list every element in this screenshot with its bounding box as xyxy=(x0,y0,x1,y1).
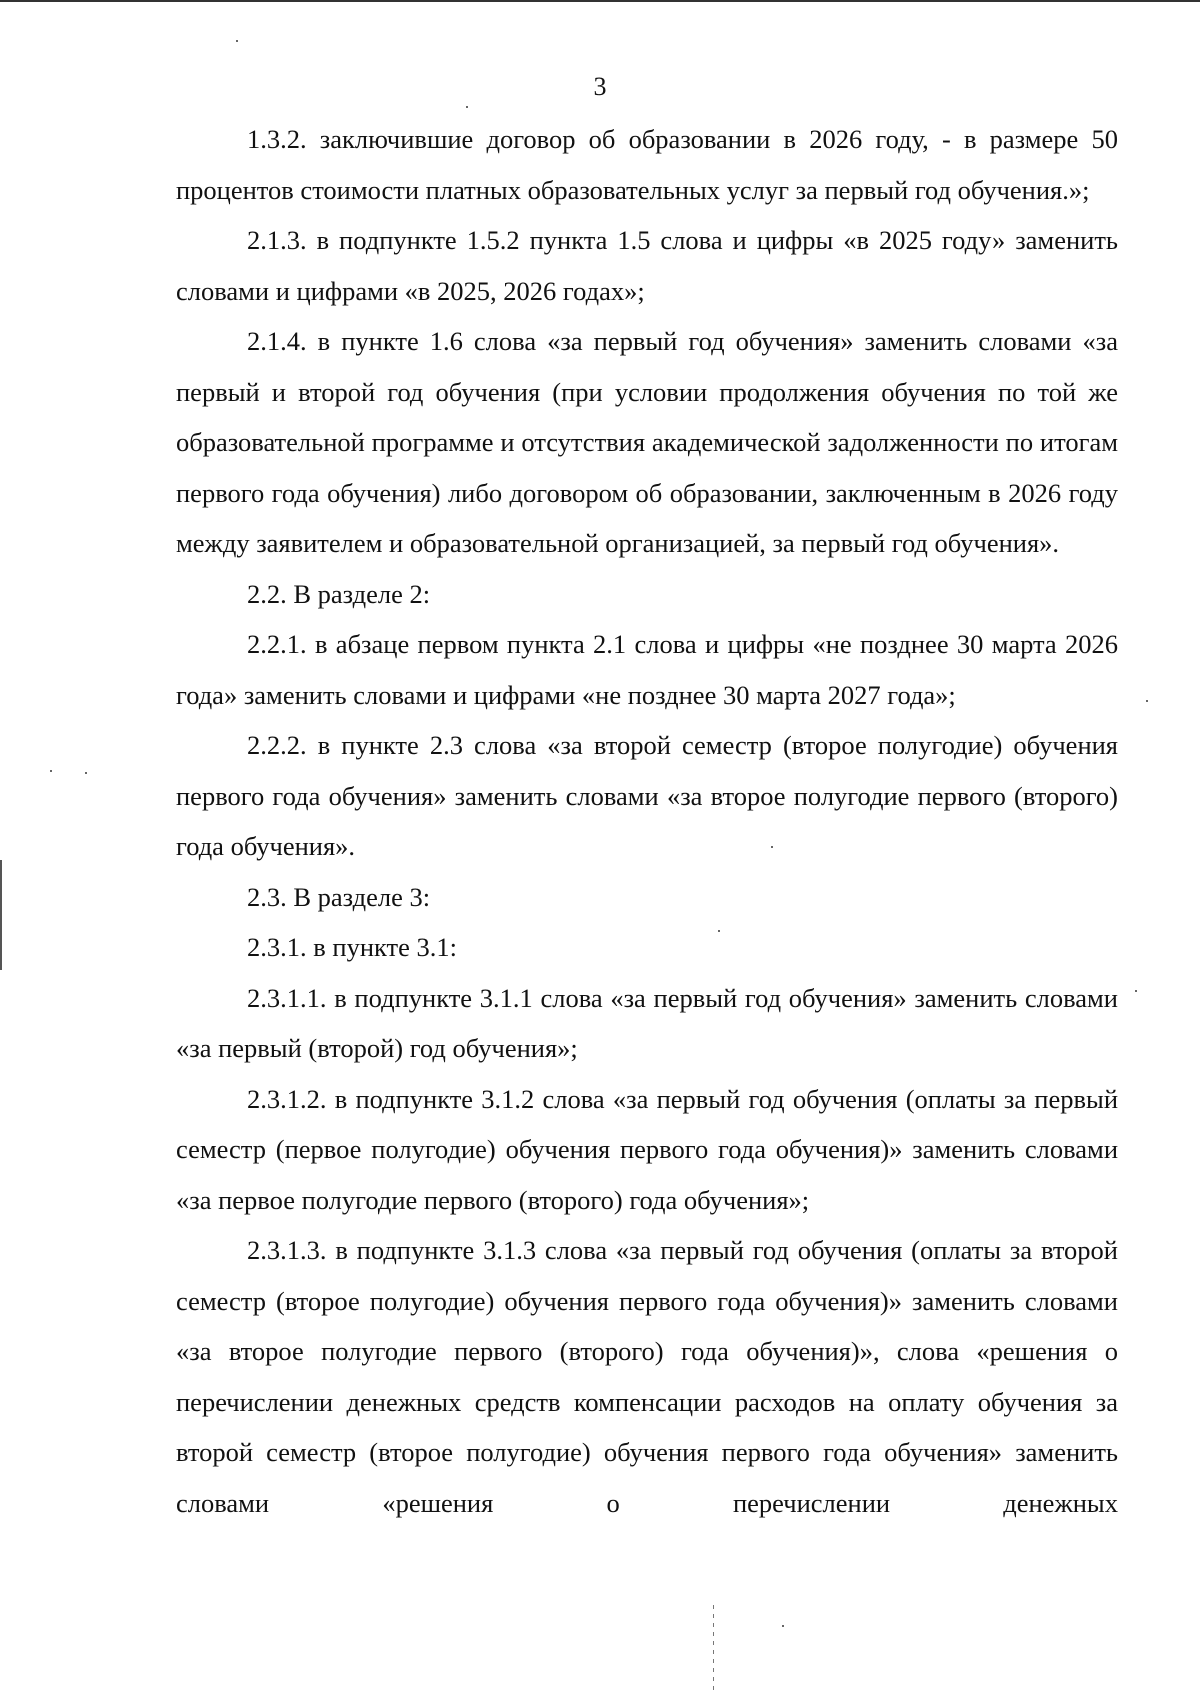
scan-speck xyxy=(1146,700,1148,702)
paragraph-2-1-3: 2.1.3. в подпункте 1.5.2 пункта 1.5 слова и цифры «в 2025 году» заменить словами и цифрами «в 2025, 2026 годах»; xyxy=(176,225,1118,306)
scan-speck xyxy=(85,772,87,774)
paragraph-2-1-4: 2.1.4. в пункте 1.6 слова «за первый год обучения» заменить словами «за первый и второй год обучения (при условии продолжения обучения по той же образовательной программе и отсутствия академической задолженности по итогам первого года обучения) либо договором об образовании, заключенным в 2026 году между заявителем и образовательной организацией, за первый год обучения». xyxy=(176,326,1118,558)
scan-speck xyxy=(718,930,720,932)
paragraph-2-3-1-2: 2.3.1.2. в подпункте 3.1.2 слова «за первый год обучения (оплаты за первый семестр (первое полугодие) обучения первого года обучения)» заменить словами «за первое полугодие первого (второго) года обучения»; xyxy=(176,1083,1118,1215)
scan-speck xyxy=(236,40,238,42)
paragraph-2-3: 2.3. В разделе 3: xyxy=(247,881,431,912)
scan-top-edge xyxy=(0,0,1200,2)
scan-speck xyxy=(1135,990,1137,992)
paragraph-2-2: 2.2. В разделе 2: xyxy=(247,578,431,609)
paragraph-1-3-2: 1.3.2. заключившие договор об образовании в 2026 году, - в размере 50 процентов стоимости платных образовательных услуг за первый год обучения.»; xyxy=(176,124,1118,205)
scan-speck xyxy=(50,770,52,772)
scan-left-edge xyxy=(0,860,2,970)
paragraph-2-2-2: 2.2.2. в пункте 2.3 слова «за второй семестр (второе полугодие) обучения первого года обучения» заменить словами «за второе полугодие первого (второго) года обучения». xyxy=(176,730,1118,861)
paragraph-2-3-1-1: 2.3.1.1. в подпункте 3.1.1 слова «за первый год обучения» заменить словами «за первый (второй) год обучения»; xyxy=(176,982,1118,1063)
scan-speck xyxy=(782,1625,784,1627)
scan-dashed-mark xyxy=(713,1605,714,1695)
paragraph-2-3-1: 2.3.1. в пункте 3.1: xyxy=(247,932,457,962)
document-body xyxy=(176,114,1118,1528)
paragraph-2-3-1-3: 2.3.1.3. в подпункте 3.1.3 слова «за первый год обучения (оплаты за второй семестр (второе полугодие) обучения первого года обучения)» заменить словами «за второе полугодие первого (второго) года обучения)», слова «решения о перечислении денежных средств компенсации расходов на оплату обучения за второй семестр (второе полугодие) обучения первого года обучения» заменить словами «решения о перечислении денежных xyxy=(176,1235,1118,1518)
page-number: 3 xyxy=(593,72,607,101)
paragraph-2-2-1: 2.2.1. в абзаце первом пункта 2.1 слова и цифры «не позднее 30 марта 2026 года» заменить словами и цифрами «не позднее 30 марта 2027 года»; xyxy=(176,629,1118,710)
scan-speck xyxy=(466,106,468,108)
scan-speck xyxy=(771,846,773,848)
